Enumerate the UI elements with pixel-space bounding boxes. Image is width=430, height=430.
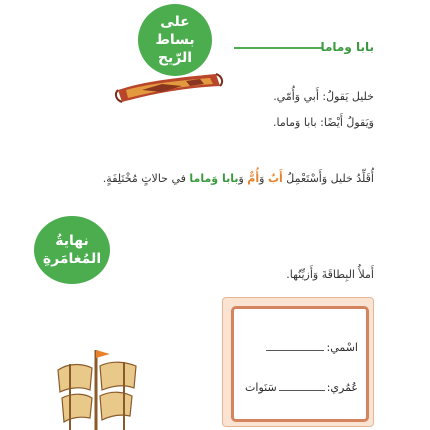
lesson-instruction [34,172,374,185]
instruction-text: أُقَلِّدُ خليل وَأَسْتَعْمِلُ [282,172,374,185]
badge-line: نهايةُ [55,233,89,249]
instruction-text: وَ [259,172,268,185]
ship-illustration [40,344,150,430]
lesson-line-1: خليل يَقولُ: أَبي وَأُمّي. [273,90,374,103]
badge-line: بساط [155,32,195,48]
card-instruction: أَملأُ البِطاقَةَ وَأَزيِّنُها. [286,268,374,281]
highlight-word-ab: أَبٌ [267,172,283,185]
name-label: اسْمي: [326,341,358,354]
badge-line: المُغامَرةِ [42,251,102,267]
name-card-frame [231,306,369,422]
section-badge-end-adventure [34,216,110,284]
lesson-title: بابا وماما [320,40,374,54]
highlight-word-baba-mama: بابا وَماما [189,172,239,185]
age-unit: سَنَوات [245,381,277,394]
age-label: عُمُري: [326,381,358,394]
name-card [222,297,374,427]
badge-line: الرّيح [157,50,193,66]
age-field[interactable] [245,381,358,394]
age-blank[interactable] [279,389,325,391]
lesson-line-2: وَيَقولُ أَيْضًا: بابا وَماما. [273,116,374,129]
name-blank[interactable] [266,349,324,351]
highlight-word-umm: أُمٌّ [247,172,260,185]
instruction-text: في حالاتٍ مُخْتَلِفَةٍ. [102,172,190,185]
name-field[interactable] [266,341,358,354]
badge-line: على [160,14,190,30]
instruction-text: وَ [238,172,248,185]
